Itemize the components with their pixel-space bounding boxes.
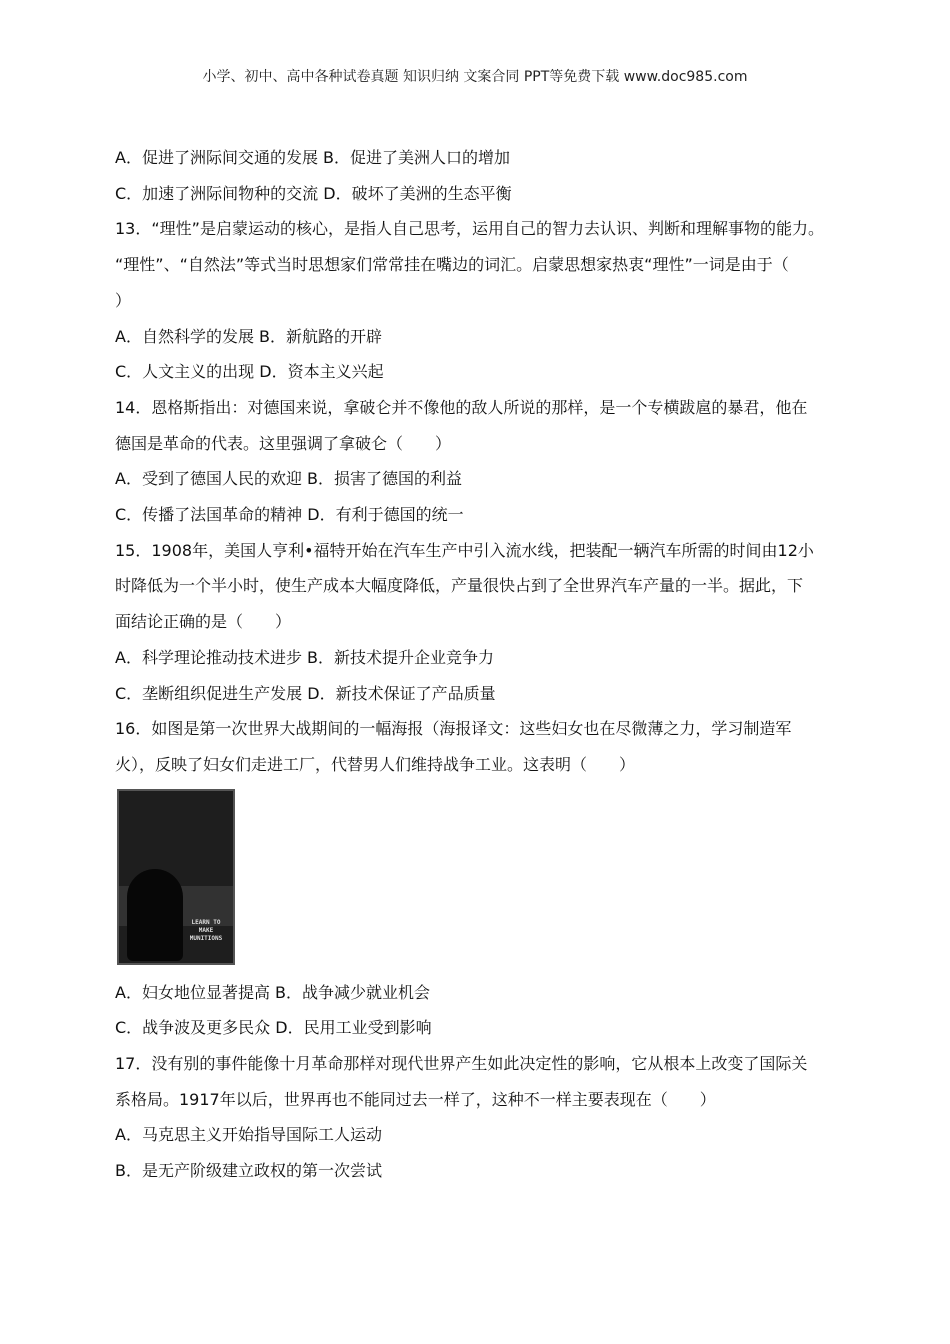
poster-caption: LEARN TO MAKE MUNITIONS (189, 918, 223, 942)
option-line: C．人文主义的出现 D．资本主义兴起 (115, 362, 384, 382)
question-16-text: 16．如图是第一次世界大战期间的一幅海报（海报译文：这些妇女也在尽微薄之力，学习制造军 (115, 719, 792, 739)
exam-content (115, 140, 845, 1189)
option-line: A．受到了德国人民的欢迎 B．损害了德国的利益 (115, 469, 463, 489)
option-line: A．马克思主义开始指导国际工人运动 (115, 1125, 382, 1145)
question-13-text: “理性”、“自然法”等式当时思想家们常常挂在嘴边的词汇。启蒙思想家热衷“理性”一词是由于（ (115, 255, 789, 275)
option-line: C．加速了洲际间物种的交流 D．破坏了美洲的生态平衡 (115, 183, 512, 203)
option-line: C．垄断组织促进生产发展 D．新技术保证了产品质量 (115, 683, 496, 703)
option-line: B．是无产阶级建立政权的第一次尝试 (115, 1161, 382, 1181)
question-16-text: 火），反映了妇女们走进工厂，代替男人们维持战争工业。这表明（ ） (115, 754, 636, 774)
option-line: A．自然科学的发展 B．新航路的开辟 (115, 326, 383, 346)
question-14-text: 14．恩格斯指出：对德国来说，拿破仑并不像他的敌人所说的那样，是一个专横跋扈的暴君，他在 (115, 397, 808, 417)
poster-woman-silhouette (127, 869, 183, 961)
option-line: A．促进了洲际间交通的发展 B．促进了美洲人口的增加 (115, 148, 511, 167)
option-line: C．战争波及更多民众 D．民用工业受到影响 (115, 1018, 432, 1038)
question-17-text: 17．没有别的事件能像十月革命那样对现代世界产生如此决定性的影响，它从根本上改变了国际关 (115, 1054, 808, 1074)
question-15-text: 时降低为一个半小时，使生产成本大幅度降低，产量很快占到了全世界汽车产量的一半。据此，下 (115, 576, 804, 596)
option-line: A．科学理论推动技术进步 B．新技术提升企业竞争力 (115, 647, 495, 667)
question-13-text: ） (115, 290, 132, 310)
site-header: 小学、初中、高中各种试卷真题 知识归纳 文案合同 PPT等免费下载 www.doc985.com (202, 69, 748, 85)
option-line: A．妇女地位显著提高 B．战争减少就业机会 (115, 982, 431, 1002)
question-15-text: 15．1908年，美国人亨利•福特开始在汽车生产中引入流水线，把装配一辆汽车所需的时间由12小 (115, 540, 814, 560)
question-14-text: 德国是革命的代表。这里强调了拿破仑（ ） (115, 433, 452, 453)
option-line: C．传播了法国革命的精神 D．有利于德国的统一 (115, 505, 464, 525)
question-15-text: 面结论正确的是（ ） (115, 612, 292, 632)
question-13-text: 13．“理性”是启蒙运动的核心，是指人自己思考，运用自己的智力去认识、判断和理解事物的能力。 (115, 219, 824, 239)
question-17-text: 系格局。1917年以后，世界再也不能同过去一样了，这种不一样主要表现在（ ） (115, 1089, 716, 1109)
ww1-poster-image (117, 789, 235, 965)
